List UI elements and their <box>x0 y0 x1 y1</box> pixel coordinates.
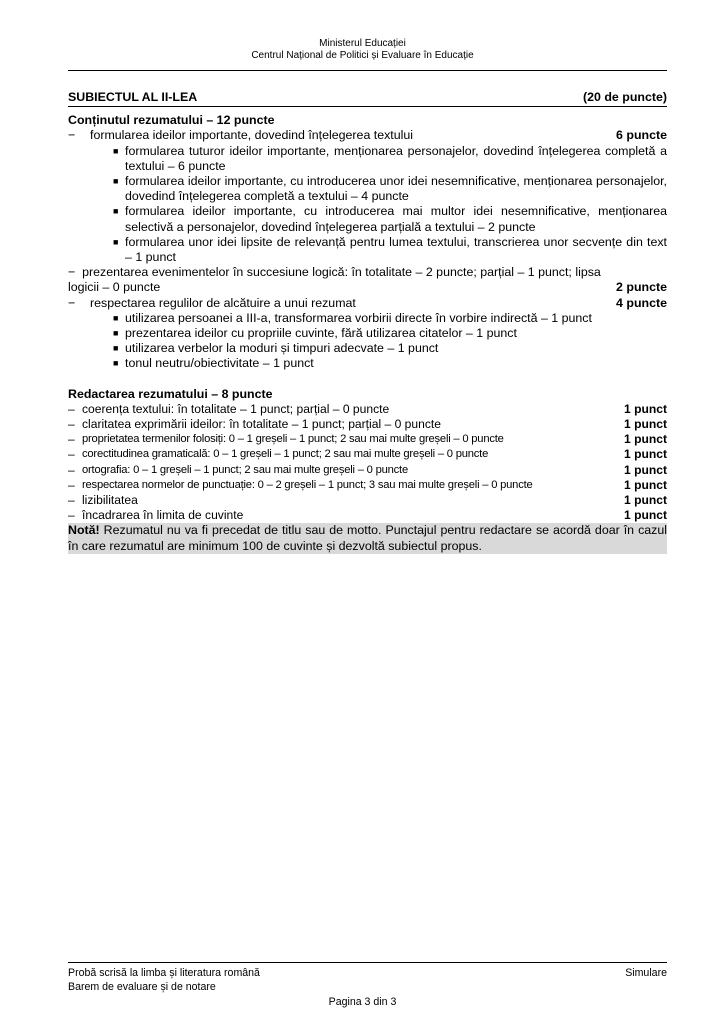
redactare-section-title: Redactarea rezumatului – 8 puncte <box>68 386 273 401</box>
criterion-points: 6 puncte <box>616 128 667 143</box>
document-body <box>68 90 667 554</box>
redactare-item <box>68 493 667 508</box>
redactare-item-text: claritatea exprimării ideilor: în totalitate – 1 punct; parțial – 0 puncte <box>82 417 441 432</box>
list-item-text: prezentarea ideilor cu propriile cuvinte, fără utilizarea citatelor – 1 punct <box>125 326 517 341</box>
footer-simulare: Simulare <box>625 967 667 979</box>
redactare-item-text: lizibilitatea <box>82 493 138 508</box>
redactare-item-text: corectitudinea gramaticală: 0 – 1 greșeli – 1 punct; 2 sau mai multe greșeli – 0 puncte <box>82 448 489 461</box>
redactare-item-points: 1 punct <box>623 447 667 462</box>
list-item-text: formularea unor idei lipsite de relevanță pentru lumea textului, transcrierea unor secvențe din text – 1 punct <box>125 234 667 265</box>
page-header <box>0 38 725 62</box>
criterion-points: 4 puncte <box>616 295 667 310</box>
dash-marker: – <box>68 508 75 523</box>
page-footer <box>68 966 667 994</box>
bullet-icon: ■ <box>113 358 119 369</box>
bullet-icon: ■ <box>113 343 119 354</box>
list-item <box>68 174 667 204</box>
list-item <box>68 235 667 265</box>
list-item <box>68 326 667 341</box>
dash-marker: − <box>68 295 76 310</box>
subject-title: SUBIECTUL AL II-LEA <box>68 90 198 104</box>
subject-heading <box>68 90 667 107</box>
list-item <box>68 341 667 356</box>
header-center: Centrul Național de Politici și Evaluare în Educație <box>251 50 474 61</box>
redactare-item-text: ortografia: 0 – 1 greșeli – 1 punct; 2 sau mai multe greșeli – 0 puncte <box>82 463 408 476</box>
footer-barem: Barem de evaluare și de notare <box>68 981 216 993</box>
list-item <box>68 144 667 174</box>
redactare-item-points: 1 punct <box>623 493 667 508</box>
redactare-item <box>68 402 667 417</box>
redactare-item <box>68 463 667 478</box>
header-divider <box>68 70 667 71</box>
criterion-rules <box>68 296 667 311</box>
list-item-text: formularea ideilor importante, cu introducerea mai multor idei nesemnificative, menționarea selectivă a personajelor, dovedind înțelegerea parțială a textului – 2 puncte <box>125 204 667 234</box>
note-box <box>68 523 667 553</box>
list-item <box>68 356 667 371</box>
redactare-item-points: 1 punct <box>623 462 667 477</box>
list-item <box>68 204 667 234</box>
page-number: Pagina 3 din 3 <box>328 996 397 1008</box>
content-section-title: Conținutul rezumatului – 12 puncte <box>68 113 275 128</box>
bullet-icon: ■ <box>113 206 119 217</box>
bullet-icon: ■ <box>113 312 119 323</box>
dash-marker: − <box>68 265 76 280</box>
section-spacer <box>68 372 667 387</box>
bullet-icon: ■ <box>113 176 119 187</box>
bullet-icon: ■ <box>113 145 119 156</box>
criterion-ideas <box>68 128 667 143</box>
redactare-item-points: 1 punct <box>623 477 667 492</box>
dash-marker: – <box>68 401 75 416</box>
dash-marker: – <box>68 417 75 432</box>
redactare-item <box>68 478 667 493</box>
note-label: Notă! <box>68 523 100 538</box>
criterion-text: respectarea regulilor de alcătuire a unui rezumat <box>90 295 356 310</box>
redactare-item-points: 1 punct <box>623 432 667 447</box>
redactare-item <box>68 447 667 462</box>
list-item <box>68 311 667 326</box>
dash-marker: − <box>68 128 76 143</box>
criterion-text-line2: logicii – 0 puncte <box>68 280 161 295</box>
list-item-text: formularea tuturor ideilor importante, menționarea personajelor, dovedind înțelegerea completă a textului – 6 puncte <box>125 143 667 173</box>
list-item-text: utilizarea verbelor la moduri și timpuri adecvate – 1 punct <box>125 341 439 356</box>
redactare-item <box>68 417 667 432</box>
redactare-item-text: încadrarea în limita de cuvinte <box>82 508 244 523</box>
footer-exam: Probă scrisă la limba și literatura română <box>68 967 260 979</box>
redactare-item-text: coerența textului: în totalitate – 1 punct; parțial – 0 puncte <box>82 401 390 416</box>
redactare-item <box>68 432 667 447</box>
header-ministry: Ministerul Educației <box>319 38 406 49</box>
redactare-item-points: 1 punct <box>623 417 667 432</box>
criterion-logic <box>68 265 667 280</box>
redactare-item <box>68 508 667 523</box>
criterion-text: formularea ideilor importante, dovedind înțelegerea textului <box>90 128 414 143</box>
redactare-item-points: 1 punct <box>623 508 667 523</box>
criterion-points: 2 puncte <box>616 280 667 295</box>
list-item-text: tonul neutru/obiectivitate – 1 punct <box>125 356 314 371</box>
list-item-text: formularea ideilor importante, cu introducerea unor idei nesemnificative, menționarea personajelor, dovedind înțelegerea completă a textului – 4 puncte <box>125 174 667 204</box>
footer-divider <box>68 962 667 963</box>
redactare-item-text: proprietatea termenilor folosiți: 0 – 1 greșeli – 1 punct; 2 sau mai multe greșeli – 0 puncte <box>82 433 504 446</box>
subject-points: (20 de puncte) <box>583 90 667 104</box>
redactare-item-text: respectarea normelor de punctuație: 0 – 2 greșeli – 1 punct; 3 sau mai multe greșeli – 0 puncte <box>82 478 533 491</box>
dash-marker: – <box>68 447 75 462</box>
dash-marker: – <box>68 477 75 492</box>
note-text: Rezumatul nu va fi precedat de titlu sau de motto. Punctajul pentru redactare se acordă doar în cazul în care rezumatul are minimum 100 de cuvinte și dezvoltă subiectul propus. <box>68 523 667 553</box>
bullet-icon: ■ <box>113 236 119 247</box>
redactare-list <box>68 402 667 524</box>
bullet-icon: ■ <box>113 328 119 339</box>
list-item-text: utilizarea persoanei a III-a, transformarea vorbirii directe în vorbire indirectă – 1 punct <box>125 310 592 325</box>
criterion-logic-cont <box>68 280 667 295</box>
redactare-item-points: 1 punct <box>623 401 667 416</box>
criterion-text-line1: prezentarea evenimentelor în succesiune logică: în totalitate – 2 puncte; parțial – 1 punct; lipsa <box>82 265 601 280</box>
dash-marker: – <box>68 493 75 508</box>
dash-marker: – <box>68 432 75 447</box>
dash-marker: – <box>68 462 75 477</box>
